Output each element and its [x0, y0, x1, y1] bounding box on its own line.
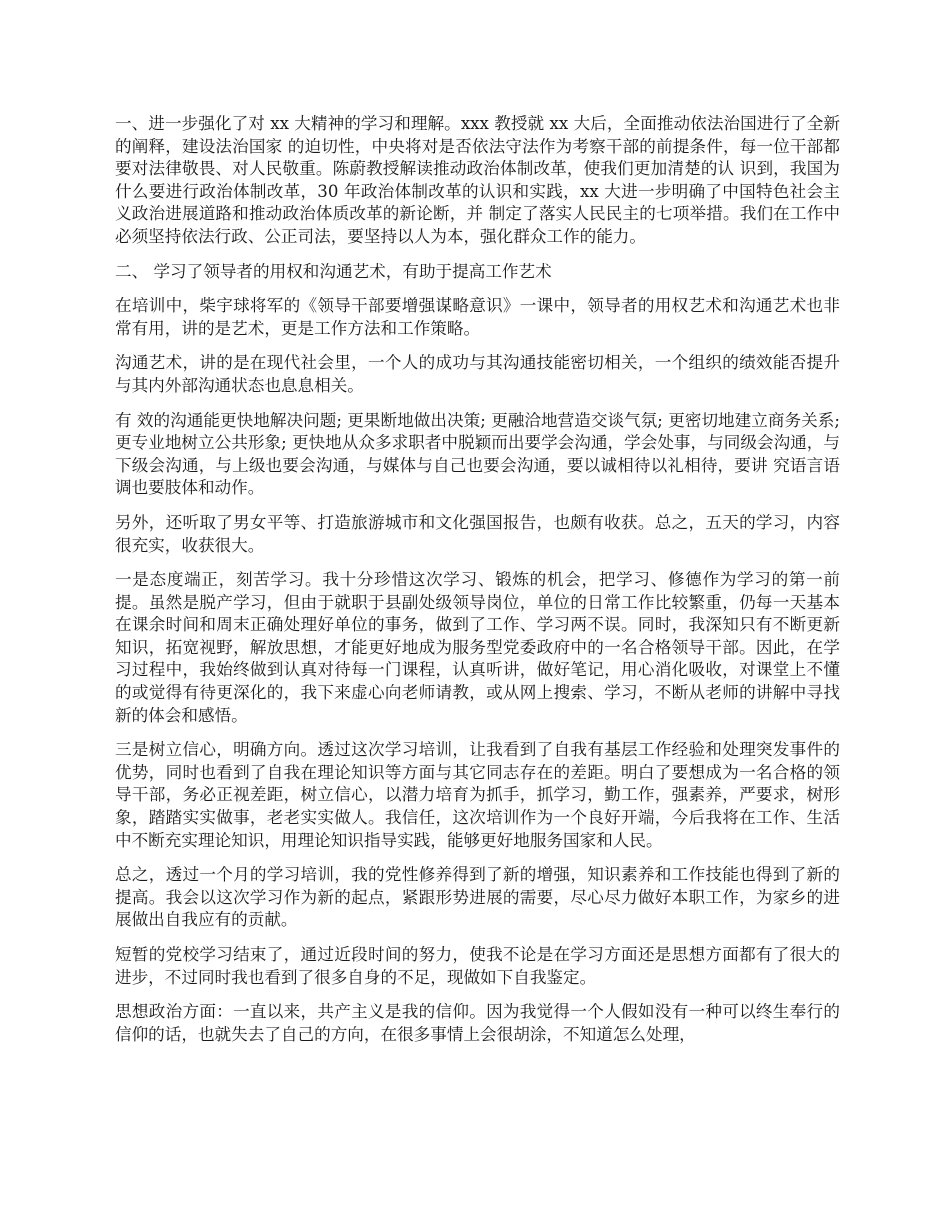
paragraph-1: 一、进一步强化了对 xx 大精神的学习和理解。xxx 教授就 xx 大后，全面推动依法治国进行了全新的阐释，建设法治国家 的迫切性，中央将对是否依法守法作为考察干部的前提条件，每一位干部都要对法律敬畏、对人民敬重。陈蔚教授解读推动政治体制改革，使我们更加清楚的认 识到，我国为什么要进行政治体制改革，30 年政治体制改革的认识和实践，xx 大进一步明确了中国特色社会主义政治进展道路和推动政治体质改革的新论断，并 制定了落实人民民主的七项举措。我们在工作中必须坚持依法行政、公正司法，要坚持以人为本，强化群众工作的能力。 [115, 114, 840, 246]
document-body [115, 113, 840, 1058]
paragraph-5: 有 效的沟通能更快地解决问题; 更果断地做出决策; 更融洽地营造交谈气氛; 更密切地建立商务关系; 更专业地树立公共形象; 更快地从众多求职者中脱颖而出要学会沟通，学会处事，与同级会沟通，与下级会沟通，与上级也要会沟通，与媒体与自己也要会沟通，要以诚相待以礼相待，要讲 究语言语调也要肢体和动作。 [115, 410, 840, 498]
paragraph-2-heading: 二、 学习了领导者的用权和沟通艺术，有助于提高工作艺术 [115, 261, 552, 281]
paragraph-6: 另外，还听取了男女平等、打造旅游城市和文化强国报告，也颇有收获。总之，五天的学习，内容很充实，收获很大。 [115, 512, 840, 555]
paragraph-4: 沟通艺术，讲的是在现代社会里，一个人的成功与其沟通技能密切相关，一个组织的绩效能否提升与其内外部沟通状态也息息相关。 [115, 353, 840, 395]
paragraph-11: 思想政治方面：一直以来，共产主义是我的信仰。因为我觉得一个人假如没有一种可以终生奉行的信仰的话，也就失去了自己的方向，在很多事情上会很胡涂，不知道怎么处理， [115, 1002, 840, 1044]
paragraph-10: 短暂的党校学习结束了，通过近段时间的努力，使我不论是在学习方面还是思想方面都有了很大的进步，不过同时我也看到了很多自身的不足，现做如下自我鉴定。 [115, 945, 840, 987]
paragraph-3: 在培训中，柴宇球将军的《领导干部要增强谋略意识》一课中，领导者的用权艺术和沟通艺术也非常有用，讲的是艺术，更是工作方法和工作策略。 [115, 296, 840, 338]
paragraph-8: 三是树立信心，明确方向。透过这次学习培训，让我看到了自我有基层工作经验和处理突发事件的优势，同时也看到了自我在理论知识等方面与其它同志存在的差距。明白了要想成为一名合格的领导干部，务必正视差距，树立信心，以潜力培育为抓手，抓学习，勤工作，强素养，严要求，树形象，踏踏实实做事，老老实实做人。我信任，这次培训作为一个良好开端，今后我将在工作、生活中不断充实理论知识，用理论知识指导实践，能够更好地服务国家和人民。 [115, 740, 840, 850]
paragraph-9: 总之，透过一个月的学习培训，我的党性修养得到了新的增强，知识素养和工作技能也得到了新的提高。我会以这次学习作为新的起点，紧跟形势进展的需要，尽心尽力做好本职工作，为家乡的进展做出自我应有的贡献。 [115, 865, 840, 930]
paragraph-7: 一是态度端正，刻苦学习。我十分珍惜这次学习、锻炼的机会，把学习、修德作为学习的第一前提。虽然是脱产学习，但由于就职于县副处级领导岗位，单位的日常工作比较繁重，仍每一天基本在课余时间和周末正确处理好单位的事务，做到了工作、学习两不误。同时，我深知只有不断更新知识，拓宽视野，解放思想，才能更好地成为服务型党委政府中的一名合格领导干部。因此，在学习过程中，我始终做到认真对待每一门课程，认真听讲，做好笔记，用心消化吸收，对课堂上不懂的或觉得有待更深化的，我下来虚心向老师请教，或从网上搜索、学习，不断从老师的讲解中寻找新的体会和感悟。 [115, 570, 840, 725]
